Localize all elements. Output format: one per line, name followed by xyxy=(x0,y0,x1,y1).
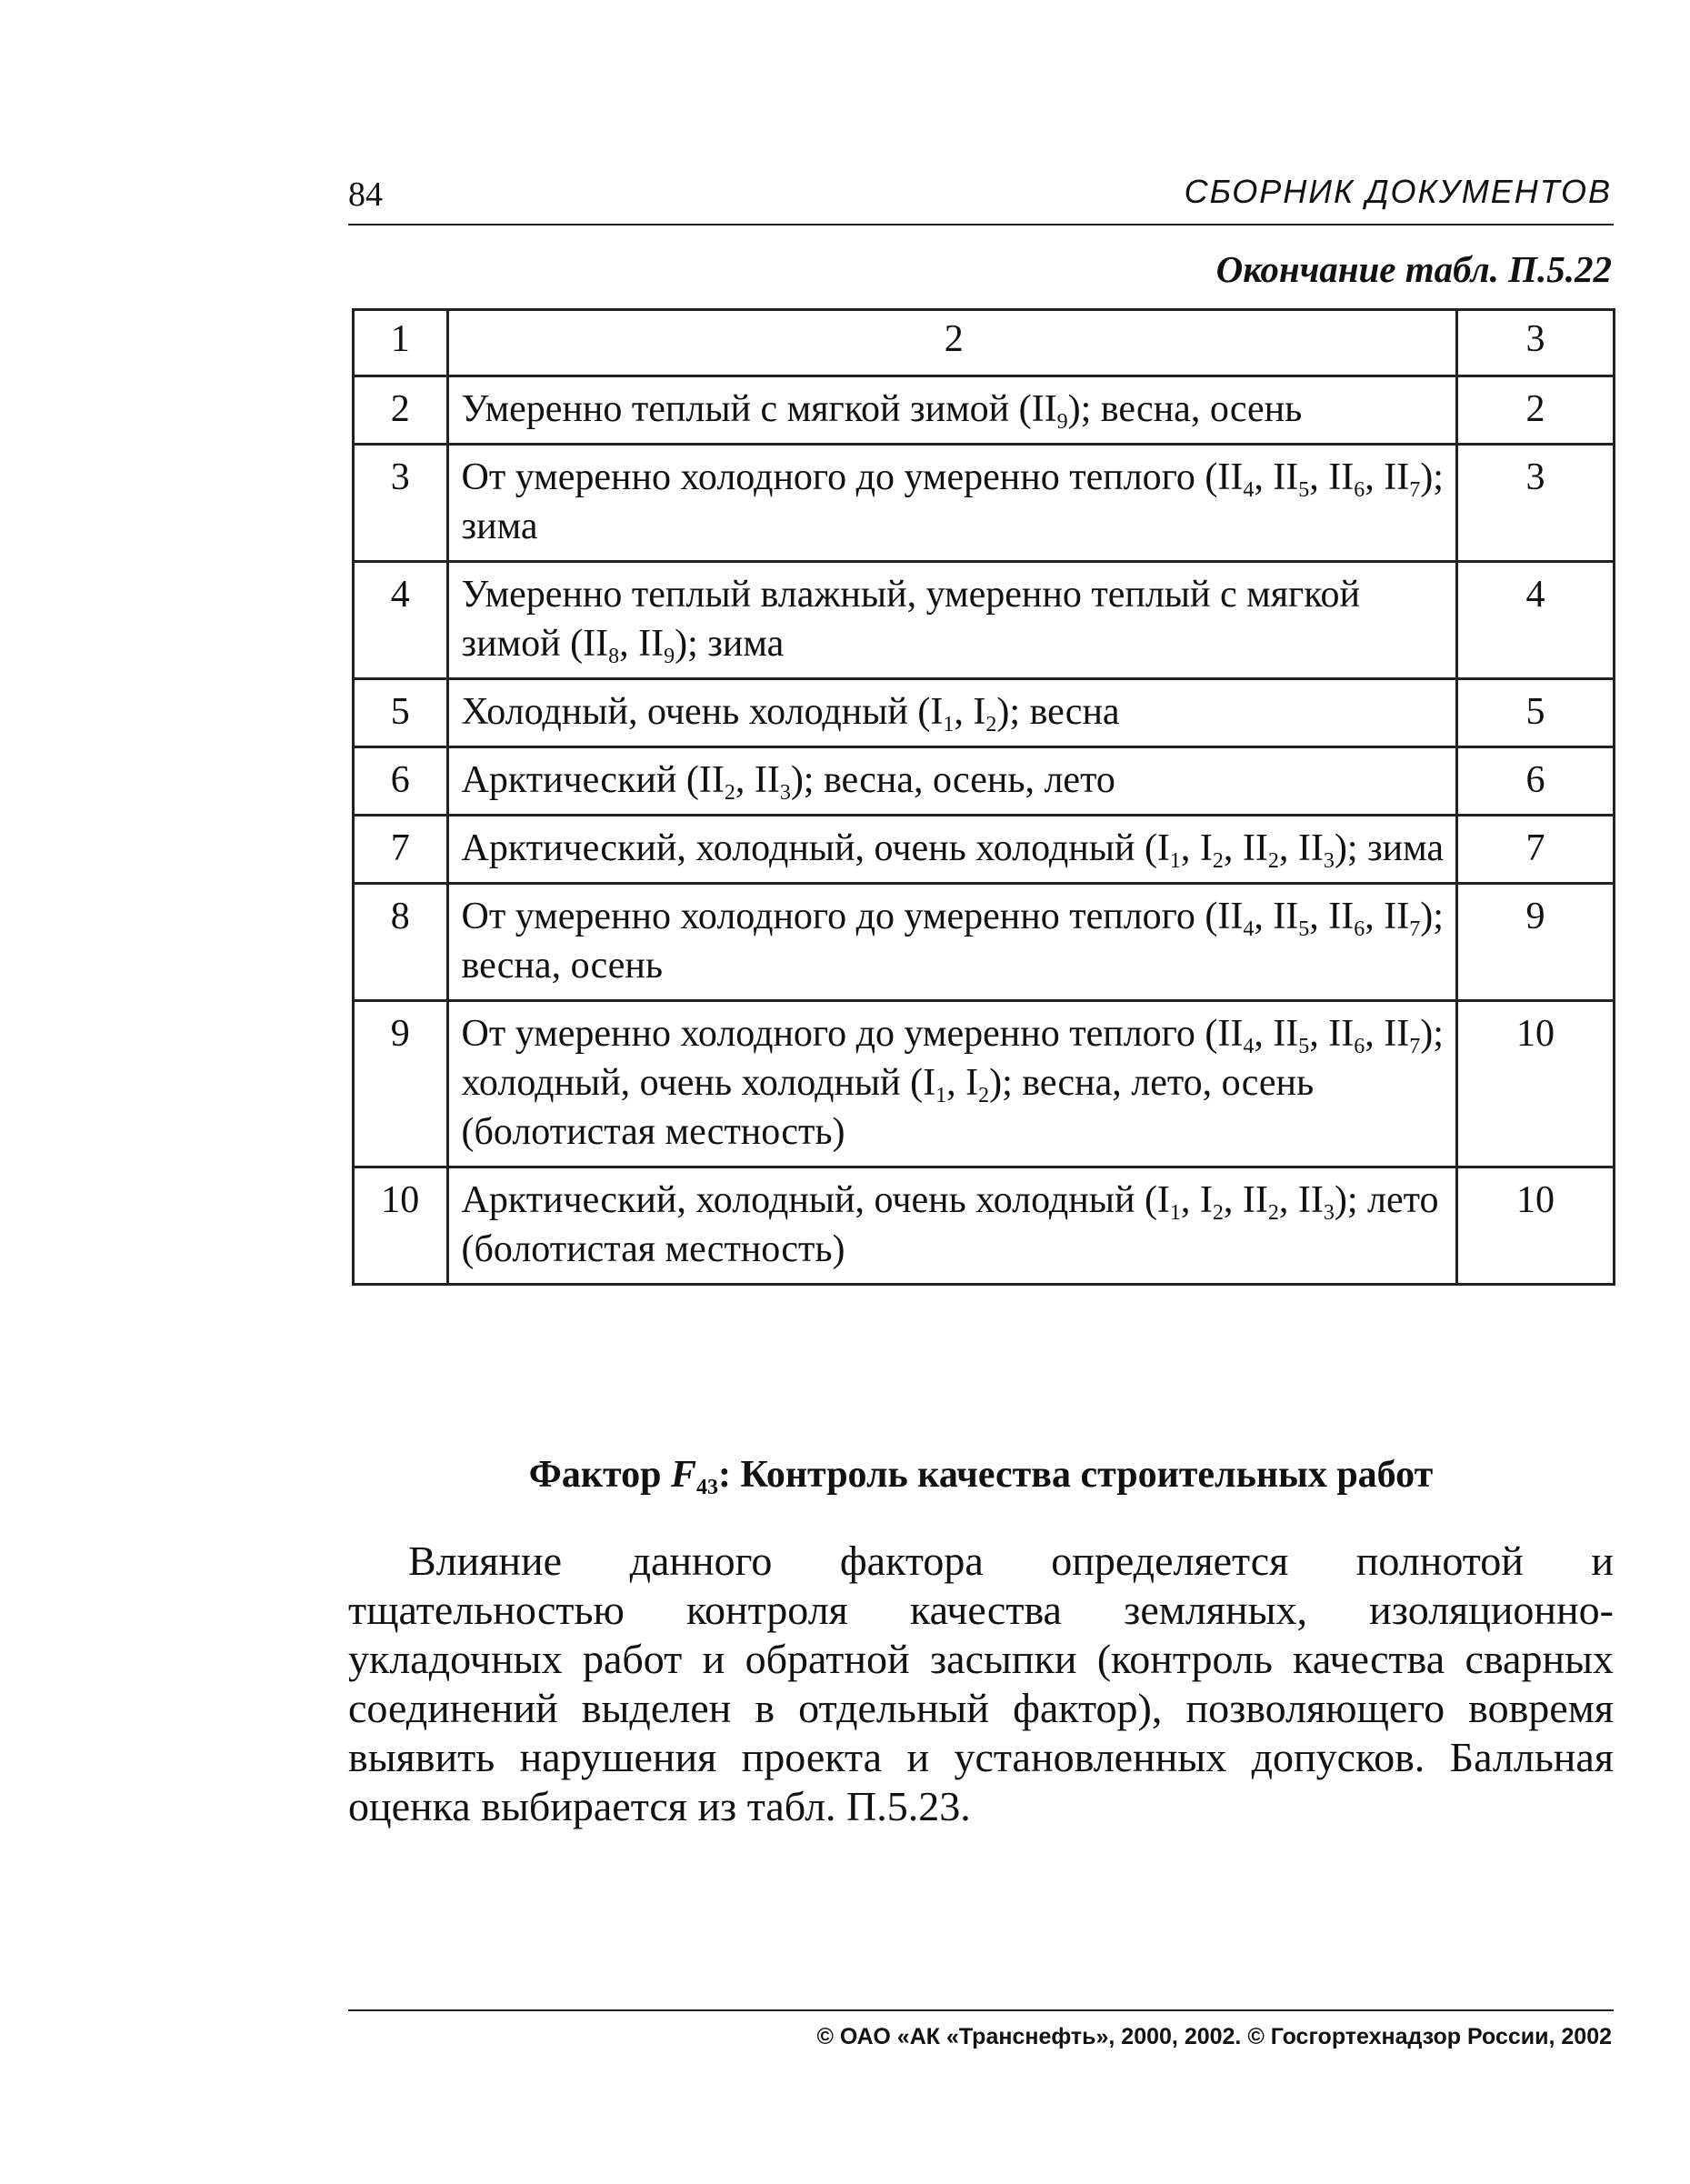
description-text: , I xyxy=(1180,827,1213,869)
climate-zone-subscript: 2 xyxy=(1212,1201,1224,1225)
table-row xyxy=(354,1001,1615,1167)
description-text: , II xyxy=(619,623,665,665)
climate-zone-subscript: 7 xyxy=(1409,1035,1421,1058)
description-text: От умеренно холодного до умеренно теплого (II xyxy=(461,456,1244,498)
table-header-row xyxy=(354,310,1615,376)
footer-copyright: © ОАО «АК «Транснефть», 2000, 2002. © Госгортехнадзор России, 2002 xyxy=(816,2024,1612,2049)
description-text: , II xyxy=(1309,1013,1355,1055)
description-text: ); лето (болотистая местность) xyxy=(461,1179,1439,1270)
table-row xyxy=(354,679,1615,747)
body-paragraph-text: Влияние данного фактора определяется полнотой и тщательностью контроля качества земляных, изоляционно-укладочных работ и обратной засыпки (контроль качества сварных соединений выделен в отдельный фактор), позволяющего вовремя выявить нарушения проекта и установленных допусков. Балльная оценка выбирается из табл. П.5.23. xyxy=(348,1538,1614,1829)
column-header-2: 2 xyxy=(447,310,1456,376)
score-cell: 5 xyxy=(1456,679,1614,747)
table-row xyxy=(354,562,1615,679)
description-text: , I xyxy=(946,1062,979,1104)
climate-table xyxy=(352,308,1615,1286)
climate-zone-subscript: 6 xyxy=(1354,478,1365,502)
climate-zone-subscript: 6 xyxy=(1354,1035,1365,1058)
row-number-cell: 10 xyxy=(354,1167,448,1285)
section-title-text: : Контроль качества строительных работ xyxy=(718,1454,1434,1496)
table-body xyxy=(354,310,1615,1285)
row-number-cell: 8 xyxy=(354,884,448,1001)
description-text: Умеренно теплый влажный, умеренно теплый с мягкой зимой (II xyxy=(461,574,1360,665)
climate-zone-subscript: 5 xyxy=(1298,478,1310,502)
score-cell: 10 xyxy=(1456,1167,1614,1285)
table-row xyxy=(354,445,1615,562)
climate-description-cell xyxy=(447,816,1456,884)
description-text: , I xyxy=(954,691,986,733)
table-row xyxy=(354,884,1615,1001)
running-title: СБОРНИК ДОКУМЕНТОВ xyxy=(1184,173,1612,210)
climate-zone-subscript: 2 xyxy=(724,781,735,805)
climate-zone-subscript: 2 xyxy=(1267,849,1279,873)
description-text: От умеренно холодного до умеренно теплого (II xyxy=(461,1013,1244,1055)
climate-zone-subscript: 4 xyxy=(1243,917,1255,941)
climate-zone-subscript: 2 xyxy=(1267,1201,1279,1225)
description-text: , II xyxy=(1309,456,1355,498)
climate-zone-subscript: 6 xyxy=(1354,917,1365,941)
score-cell: 7 xyxy=(1456,816,1614,884)
climate-description-cell xyxy=(447,679,1456,747)
score-cell: 6 xyxy=(1456,747,1614,816)
row-number-cell: 2 xyxy=(354,376,448,445)
description-text: ); весна, осень, лето xyxy=(790,759,1115,801)
description-text: Холодный, очень холодный (I xyxy=(461,691,944,733)
description-text: , I xyxy=(1180,1179,1213,1221)
description-text: ); весна xyxy=(996,691,1120,733)
climate-zone-subscript: 1 xyxy=(1169,849,1181,873)
climate-zone-subscript: 7 xyxy=(1409,917,1421,941)
climate-description-cell xyxy=(447,1001,1456,1167)
description-text: , II xyxy=(1223,827,1268,869)
row-number-cell: 9 xyxy=(354,1001,448,1167)
score-cell: 9 xyxy=(1456,884,1614,1001)
climate-zone-subscript: 3 xyxy=(779,781,791,805)
column-header-3: 3 xyxy=(1456,310,1614,376)
climate-zone-subscript: 5 xyxy=(1298,917,1310,941)
description-text: , II xyxy=(1254,456,1299,498)
description-text: ); зима xyxy=(675,623,785,665)
description-text: , II xyxy=(1254,1013,1299,1055)
section-title-prefix: Фактор xyxy=(528,1454,671,1496)
climate-zone-subscript: 4 xyxy=(1243,1035,1255,1058)
score-cell: 4 xyxy=(1456,562,1614,679)
climate-zone-subscript: 1 xyxy=(943,713,955,736)
climate-zone-subscript: 1 xyxy=(935,1084,947,1107)
description-text: ); весна, осень xyxy=(1067,388,1303,430)
table-row xyxy=(354,1167,1615,1285)
climate-description-cell xyxy=(447,1167,1456,1285)
table-row xyxy=(354,376,1615,445)
score-cell: 2 xyxy=(1456,376,1614,445)
header-rule xyxy=(348,224,1614,225)
description-text: Арктический (II xyxy=(461,759,725,801)
description-text: От умеренно холодного до умеренно теплого (II xyxy=(461,896,1244,937)
climate-zone-subscript: 9 xyxy=(1056,410,1068,434)
description-text: , II xyxy=(735,759,780,801)
section-title xyxy=(348,1453,1614,1497)
climate-zone-subscript: 2 xyxy=(978,1084,990,1107)
table-row xyxy=(354,816,1615,884)
description-text: ); весна, осень xyxy=(461,896,1444,987)
score-cell: 10 xyxy=(1456,1001,1614,1167)
description-text: Арктический, холодный, очень холодный (I xyxy=(461,1179,1170,1221)
climate-zone-subscript: 7 xyxy=(1409,478,1421,502)
score-cell: 3 xyxy=(1456,445,1614,562)
description-text: , II xyxy=(1365,456,1410,498)
body-paragraph xyxy=(348,1537,1614,1831)
description-text: ); зима xyxy=(461,456,1444,547)
climate-zone-subscript: 1 xyxy=(1169,1201,1181,1225)
climate-zone-subscript: 9 xyxy=(664,645,675,668)
description-text: ); зима xyxy=(1334,827,1445,869)
description-text: Умеренно теплый с мягкой зимой (II xyxy=(461,388,1057,430)
description-text: , II xyxy=(1278,827,1324,869)
climate-zone-subscript: 2 xyxy=(1212,849,1224,873)
climate-zone-subscript: 8 xyxy=(608,645,620,668)
description-text: , II xyxy=(1365,1013,1410,1055)
climate-zone-subscript: 4 xyxy=(1243,478,1255,502)
climate-description-cell xyxy=(447,747,1456,816)
row-number-cell: 7 xyxy=(354,816,448,884)
row-number-cell: 3 xyxy=(354,445,448,562)
description-text: ); весна, лето, осень (болотистая местность) xyxy=(461,1062,1315,1153)
climate-description-cell xyxy=(447,562,1456,679)
row-number-cell: 5 xyxy=(354,679,448,747)
description-text: , II xyxy=(1278,1179,1324,1221)
footer-rule xyxy=(348,2009,1614,2011)
factor-symbol-subscript: 43 xyxy=(696,1476,718,1499)
page-number: 84 xyxy=(348,175,383,214)
table-caption: Окончание табл. П.5.22 xyxy=(1215,248,1612,290)
climate-description-cell xyxy=(447,376,1456,445)
description-text: , II xyxy=(1223,1179,1268,1221)
row-number-cell: 4 xyxy=(354,562,448,679)
climate-zone-subscript: 2 xyxy=(985,713,997,736)
description-text: , II xyxy=(1309,896,1355,937)
description-text: , II xyxy=(1254,896,1299,937)
climate-description-cell xyxy=(447,445,1456,562)
climate-zone-subscript: 5 xyxy=(1298,1035,1310,1058)
factor-symbol: F xyxy=(670,1454,696,1496)
climate-zone-subscript: 3 xyxy=(1323,1201,1335,1225)
description-text: ); холодный, очень холодный (I xyxy=(461,1013,1444,1104)
description-text: Арктический, холодный, очень холодный (I xyxy=(461,827,1170,869)
description-text: , II xyxy=(1365,896,1410,937)
row-number-cell: 6 xyxy=(354,747,448,816)
climate-zone-subscript: 3 xyxy=(1323,849,1335,873)
column-header-1: 1 xyxy=(354,310,448,376)
climate-description-cell xyxy=(447,884,1456,1001)
table-row xyxy=(354,747,1615,816)
